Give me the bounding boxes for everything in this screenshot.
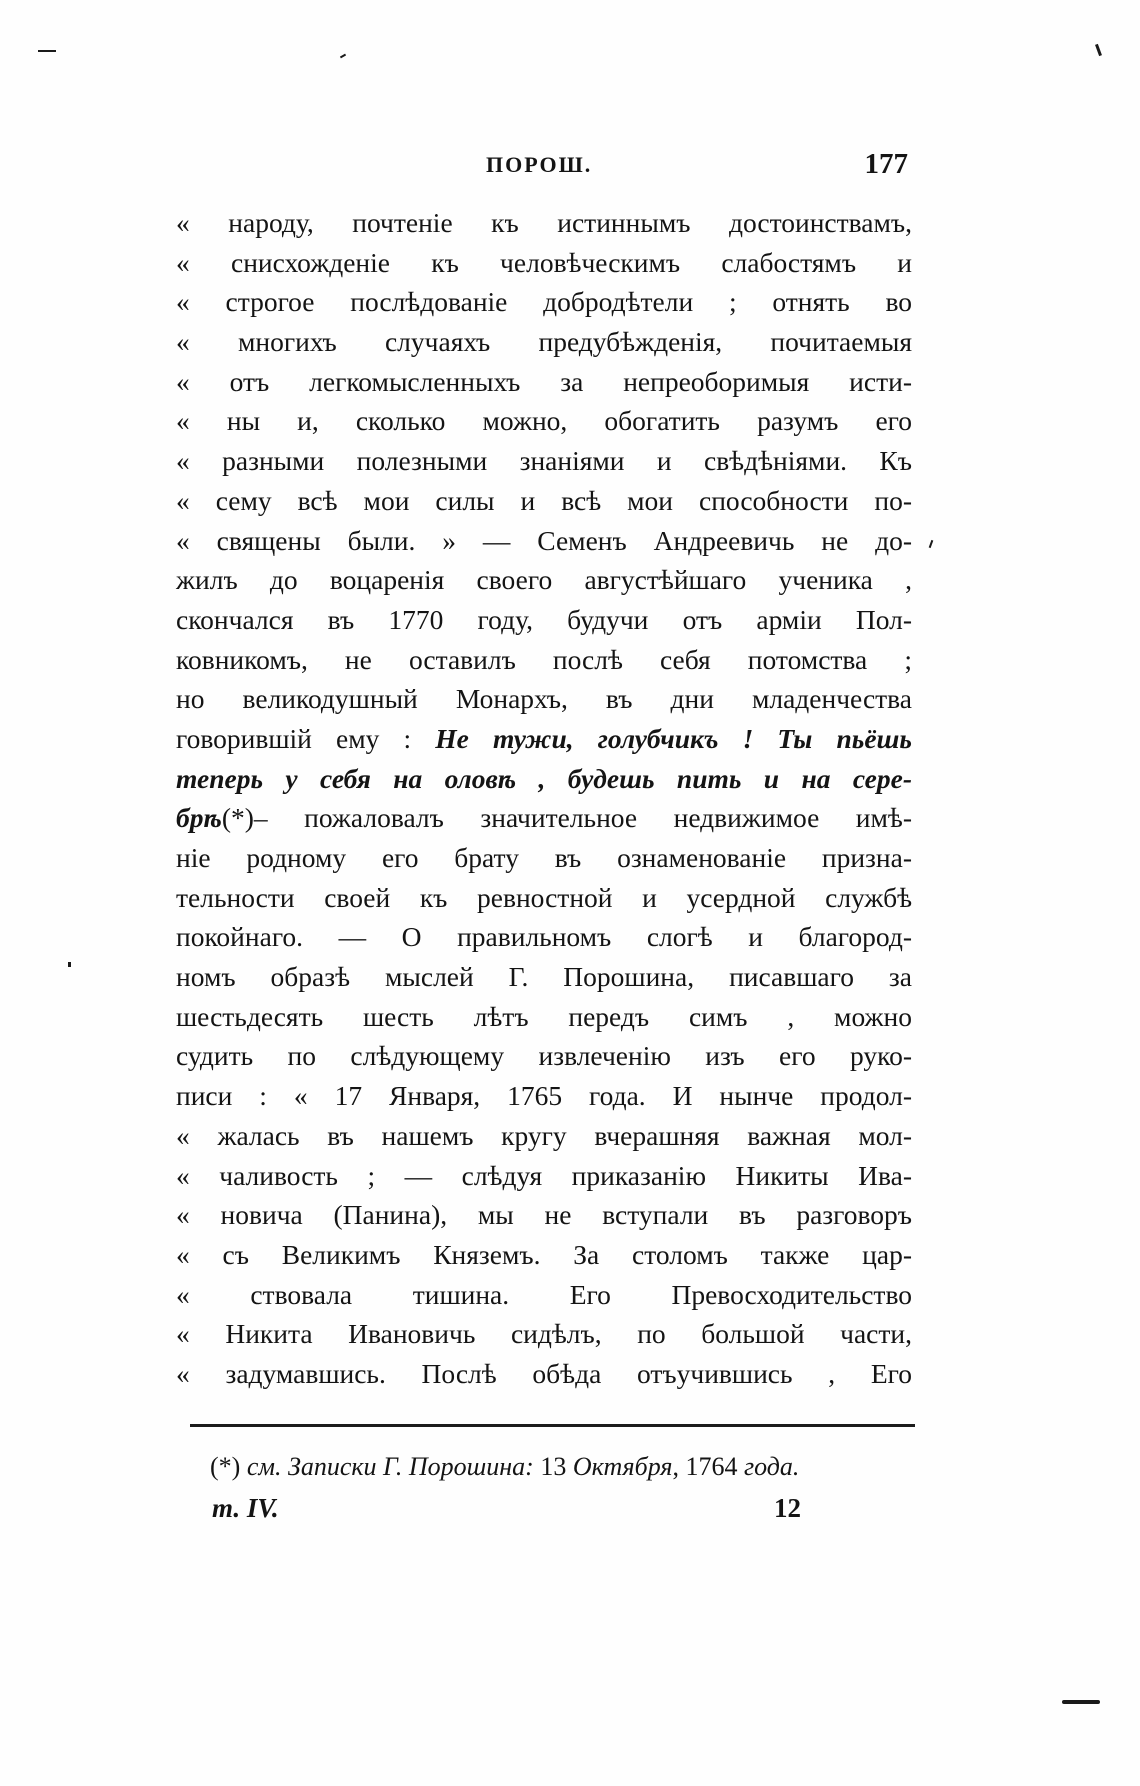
footnote-year: , 1764 [672, 1452, 744, 1481]
roman-text: « сему всѣ мои силы и всѣ мои способности по- [176, 484, 912, 516]
scan-speck [68, 962, 71, 967]
roman-text: « Никита Ивановичь сидѣлъ, по большой части, [176, 1318, 912, 1350]
roman-text: судить по слѣдующему извлеченію изъ его руко- [176, 1040, 912, 1072]
roman-text: « многихъ случаяхъ предубѣжденія, почитаемыя [176, 326, 912, 358]
footnote-marker: (*) [210, 1452, 247, 1481]
roman-text: скончался въ 1770 году, будучи отъ арміи Пол- [176, 603, 912, 635]
italic-text: брѣ [176, 802, 222, 834]
text-line [176, 798, 912, 838]
roman-text: ніе родному его брату въ ознаменованіе призна- [176, 842, 912, 873]
roman-text: « снисхожденіе къ человѣческимъ слабостямъ и [176, 246, 912, 278]
footnote [210, 1447, 910, 1487]
text-line [176, 1235, 912, 1275]
text-line [176, 1036, 912, 1076]
text-line [176, 1275, 912, 1315]
text-line [176, 600, 912, 640]
running-head: ПОРОШ. [486, 152, 593, 177]
text-line [176, 1156, 912, 1196]
signature-row [212, 1488, 832, 1528]
roman-text: « ны и, сколько можно, обогатить разумъ его [176, 405, 912, 437]
roman-text: шестьдесять шесть лѣтъ передъ симъ , можно [176, 1000, 912, 1032]
roman-text: « отъ легкомысленныхъ за непреоборимыя исти- [176, 365, 912, 397]
text-line [176, 481, 912, 521]
page-header [186, 148, 912, 188]
roman-text: « чаливость ; — слѣдуя приказанію Никиты Ива- [176, 1159, 912, 1191]
roman-text: « новича (Панина), мы не вступали въ разговоръ [176, 1199, 912, 1231]
roman-text: « ствовала тишина. Его Превосходительство [176, 1278, 912, 1310]
roman-text: покойнаго. — О правильномъ слогѣ и благород- [176, 921, 912, 953]
roman-text: « съ Великимъ Княземъ. За столомъ также цар- [176, 1238, 912, 1270]
page-number: 177 [864, 148, 908, 180]
roman-text: но великодушный Монархъ, въ дни младенчества [176, 683, 912, 715]
text-line [176, 1076, 912, 1116]
text-line [176, 679, 912, 719]
printer-signature: 12 [774, 1493, 801, 1523]
text-line [176, 878, 912, 918]
text-line [176, 521, 912, 561]
text-line [176, 401, 912, 441]
text-line [176, 1314, 912, 1354]
text-line [176, 441, 912, 481]
roman-text: тельности своей къ ревностной и усердной службѣ [176, 881, 912, 913]
volume-label: т. IV. [212, 1493, 279, 1523]
text-line [176, 838, 912, 878]
roman-text: « священы были. » — Семенъ Андреевичь не до- [176, 524, 912, 556]
roman-text: говорившій ему : [176, 722, 436, 754]
roman-text: « разными полезными знаніями и свѣдѣніями. Къ [176, 445, 912, 477]
text-line [176, 997, 912, 1037]
roman-text: « жалась въ нашемъ кругу вчерашняя важная мол- [176, 1119, 912, 1151]
italic-text: теперь у себя на оловѣ , будешь пить и на сере- [176, 762, 912, 794]
text-line [176, 362, 912, 402]
text-line [176, 1195, 912, 1235]
text-line [176, 957, 912, 997]
body-text [176, 203, 912, 1394]
roman-text: жилъ до воцаренія своего августѣйшаго ученика , [176, 564, 912, 596]
footnote-reference: см. Записки Г. Порошина: [246, 1452, 541, 1481]
scan-speck [929, 540, 934, 548]
text-line [176, 243, 912, 283]
footnote-line [210, 1447, 910, 1487]
text-line [176, 1116, 912, 1156]
text-line [176, 282, 912, 322]
text-line [176, 1354, 912, 1394]
roman-text: (*)– пожаловалъ значительное недвижимое имѣ- [221, 802, 912, 834]
text-line [176, 560, 912, 600]
roman-text: номъ образѣ мыслей Г. Порошина, писавшаго за [176, 961, 912, 993]
text-line [176, 917, 912, 957]
roman-text: « народу, почтеніе къ истиннымъ достоинствамъ, [176, 207, 912, 238]
italic-text: Не тужи, голубчикъ ! Ты пьёшь [435, 722, 912, 754]
text-line [176, 719, 912, 759]
roman-text: « строгое послѣдованіе добродѣтели ; отнять во [176, 286, 912, 318]
scan-mark [1062, 1700, 1100, 1704]
footnote-day: 13 [540, 1452, 573, 1481]
footnote-month: Октября [572, 1452, 673, 1481]
footnote-rule [190, 1424, 915, 1427]
scan-mark [1095, 44, 1102, 56]
scan-speck [340, 54, 346, 59]
text-line [176, 322, 912, 362]
footnote-year-word: года. [743, 1452, 800, 1481]
roman-text: « задумавшись. Послѣ обѣда отъучившись , Его [176, 1357, 912, 1389]
scan-mark [38, 50, 56, 52]
roman-text: писи : « 17 Января, 1765 года. И нынче продол- [176, 1080, 912, 1112]
text-line [176, 640, 912, 680]
roman-text: ковникомъ, не оставилъ послѣ себя потомства ; [176, 643, 912, 675]
text-line [176, 203, 912, 243]
text-line [176, 759, 912, 799]
